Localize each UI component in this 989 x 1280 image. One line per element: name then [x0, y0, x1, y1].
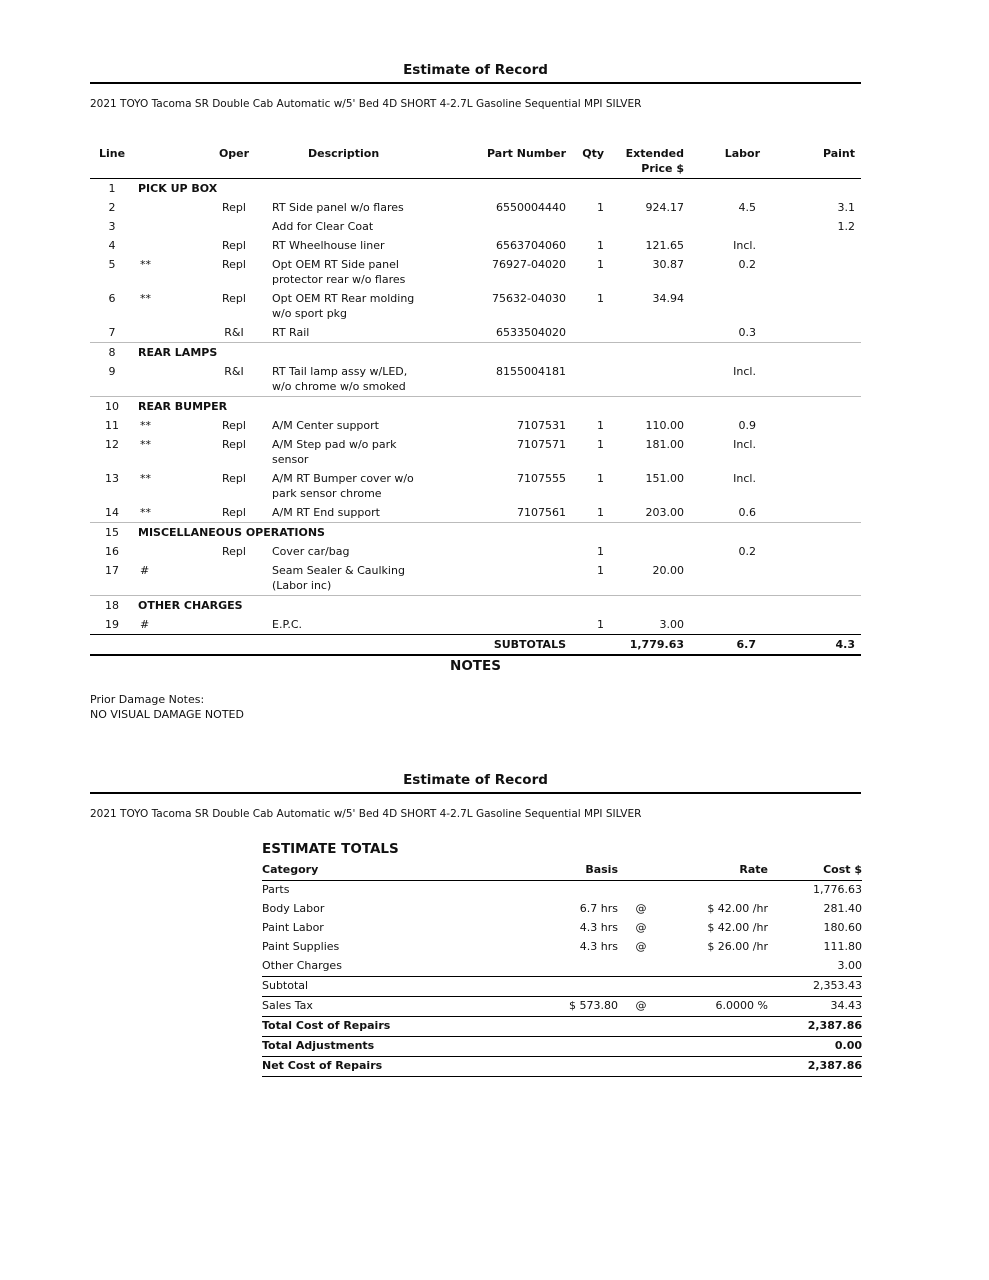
line-qty: 1 [597, 419, 604, 432]
line-oper: R&I [224, 365, 244, 378]
section-row [90, 397, 861, 417]
line-number: 6 [108, 292, 116, 305]
line-number: 15 [90, 523, 134, 543]
line-number: 8 [90, 343, 134, 363]
line-number: 1 [108, 182, 116, 195]
totals-cost: 1,776.63 [813, 883, 862, 896]
line-item-row [90, 561, 861, 596]
totals-cost: 34.43 [768, 997, 862, 1017]
totals-col-basis: Basis [512, 861, 618, 881]
totals-rate [664, 957, 768, 977]
line-flag: ** [140, 472, 151, 485]
line-item-row [90, 435, 861, 469]
line-description: RT Side panel w/o flares [272, 201, 404, 214]
totals-category: Other Charges [262, 959, 342, 972]
totals-basis: $ 573.80 [512, 997, 618, 1017]
line-description: RT Tail lamp assy w/LED, w/o chrome w/o smoked [272, 365, 408, 393]
table-header-row [90, 146, 861, 179]
line-flag: ** [140, 258, 151, 271]
line-number: 10 [90, 397, 134, 417]
line-part-number: 6550004440 [496, 201, 566, 214]
line-part-number [436, 615, 566, 635]
line-flag: ** [140, 419, 151, 432]
totals-at-sign: @ [618, 997, 664, 1017]
line-labor [684, 615, 770, 635]
line-item-row [90, 198, 861, 217]
totals-cost: 111.80 [823, 940, 862, 953]
totals-col-cost: Cost $ [768, 861, 862, 881]
totals-at-sign [618, 881, 664, 901]
line-labor: Incl. [733, 472, 756, 485]
line-part-number: 6563704060 [496, 239, 566, 252]
estimate-header-2 [90, 772, 861, 794]
line-extended-price: 203.00 [645, 506, 684, 519]
totals-category: Subtotal [262, 977, 512, 997]
line-qty: 1 [597, 438, 604, 451]
line-extended-price [604, 362, 684, 397]
line-extended-price: 151.00 [645, 472, 684, 485]
vehicle-description: 2021 TOYO Tacoma SR Double Cab Automatic w/5' Bed 4D SHORT 4-2.7L Gasoline Sequential MPI SILVER [90, 98, 642, 110]
line-flag: # [140, 564, 150, 577]
notes-text: NO VISUAL DAMAGE NOTED [90, 708, 244, 721]
totals-row [262, 919, 862, 938]
line-item-row [90, 236, 861, 255]
line-paint [770, 362, 861, 397]
line-qty: 1 [597, 506, 604, 519]
line-qty [566, 323, 604, 343]
line-part-number: 75632-04030 [492, 292, 566, 305]
line-description: A/M RT End support [272, 506, 380, 519]
section-title: OTHER CHARGES [134, 596, 861, 616]
line-labor: Incl. [733, 365, 756, 378]
line-oper: Repl [222, 506, 246, 519]
line-number: 16 [105, 545, 119, 558]
line-item-row [90, 217, 861, 236]
totals-cost: 2,387.86 [768, 1017, 862, 1037]
totals-basis: 6.7 hrs [579, 902, 618, 915]
line-paint [770, 469, 861, 503]
totals-at-sign: @ [635, 902, 647, 915]
section-row [90, 179, 861, 199]
line-paint [770, 561, 861, 596]
totals-basis [512, 977, 618, 997]
col-oper-header: Oper [218, 147, 250, 160]
line-paint [770, 416, 861, 435]
line-item-row [90, 416, 861, 435]
line-flag [134, 236, 216, 255]
totals-row [262, 997, 862, 1017]
line-extended-price: 121.65 [645, 239, 684, 252]
notes-heading: Prior Damage Notes: [90, 693, 205, 706]
totals-row [262, 1017, 862, 1037]
line-number: 4 [108, 239, 116, 252]
line-description: Opt OEM RT Rear molding w/o sport pkg [272, 292, 415, 320]
totals-cost: 3.00 [837, 959, 862, 972]
line-number: 3 [108, 220, 116, 233]
totals-basis: 4.3 hrs [579, 921, 618, 934]
line-number: 19 [105, 618, 119, 631]
line-item-row [90, 469, 861, 503]
totals-row [262, 881, 862, 901]
line-qty: 1 [597, 564, 604, 577]
line-part-number [436, 561, 566, 596]
line-qty: 1 [597, 258, 604, 271]
line-extended-price: 20.00 [652, 564, 684, 577]
totals-at-sign [618, 957, 664, 977]
line-number: 2 [108, 201, 116, 214]
totals-col-category: Category [262, 861, 512, 881]
page-title: Estimate of Record [90, 62, 861, 84]
line-item-row [90, 503, 861, 523]
totals-cost: 2,387.86 [768, 1057, 862, 1077]
line-flag [134, 542, 216, 561]
line-oper: Repl [222, 419, 246, 432]
line-part-number: 6533504020 [496, 326, 566, 339]
subtotals-label: SUBTOTALS [264, 635, 566, 656]
line-paint [770, 255, 861, 289]
totals-category: Sales Tax [262, 997, 512, 1017]
line-flag: ** [140, 438, 151, 451]
section-title: PICK UP BOX [138, 182, 218, 195]
totals-basis [512, 881, 618, 901]
estimate-totals-section [262, 841, 862, 1077]
section-title: MISCELLANEOUS OPERATIONS [134, 523, 861, 543]
line-extended-price: 924.17 [645, 201, 684, 214]
line-number: 11 [105, 419, 119, 432]
totals-row [262, 957, 862, 977]
col-description-header: Description [308, 147, 380, 160]
subtotal-price: 1,779.63 [604, 635, 684, 656]
totals-header-row [262, 861, 862, 881]
notes-title: NOTES [450, 658, 501, 674]
line-part-number: 7107531 [517, 419, 566, 432]
line-labor: Incl. [733, 438, 756, 451]
line-description: RT Rail [272, 326, 310, 339]
line-extended-price: 34.94 [652, 292, 684, 305]
section-row [90, 343, 861, 363]
line-labor: Incl. [733, 239, 756, 252]
line-qty: 1 [597, 292, 604, 305]
section-title: REAR BUMPER [134, 397, 861, 417]
totals-basis [512, 1037, 618, 1057]
line-paint [770, 289, 861, 323]
section-row [90, 596, 861, 616]
estimate-totals-title: ESTIMATE TOTALS [262, 841, 399, 857]
totals-row [262, 1037, 862, 1057]
line-paint [770, 615, 861, 635]
line-extended-price [604, 217, 684, 236]
totals-category: Total Adjustments [262, 1037, 512, 1057]
line-flag [134, 323, 216, 343]
line-qty [566, 362, 604, 397]
line-items-body [90, 179, 861, 656]
line-description: A/M Center support [272, 419, 379, 432]
line-oper: Repl [222, 438, 246, 451]
totals-at-sign [618, 977, 664, 997]
line-oper [216, 217, 252, 236]
line-oper [216, 561, 252, 596]
totals-category: Paint Labor [262, 921, 324, 934]
section-title: REAR LAMPS [134, 343, 861, 363]
line-item-row [90, 255, 861, 289]
totals-row [262, 977, 862, 997]
totals-category: Net Cost of Repairs [262, 1057, 512, 1077]
estimate-totals-table [262, 861, 862, 1077]
line-number: 12 [105, 438, 119, 451]
totals-cost: 2,353.43 [768, 977, 862, 997]
line-description: Seam Sealer & Caulking (Labor inc) [272, 564, 405, 592]
line-description: RT Wheelhouse liner [272, 239, 385, 252]
line-paint [770, 236, 861, 255]
line-oper [216, 615, 252, 635]
line-number: 5 [108, 258, 116, 271]
line-labor: 0.2 [738, 258, 756, 271]
line-flag [134, 217, 216, 236]
section-row [90, 523, 861, 543]
totals-cost: 281.40 [823, 902, 862, 915]
line-labor: 0.6 [738, 506, 756, 519]
line-qty: 1 [597, 618, 604, 631]
totals-rate [664, 977, 768, 997]
line-number: 7 [108, 326, 116, 339]
line-part-number: 76927-04020 [492, 258, 566, 271]
line-part-number [436, 217, 566, 236]
line-part-number: 8155004181 [496, 365, 566, 378]
line-oper: Repl [222, 472, 246, 485]
line-number: 17 [105, 564, 119, 577]
line-item-row [90, 542, 861, 561]
totals-cost: 180.60 [823, 921, 862, 934]
line-oper: R&I [224, 326, 244, 339]
line-labor: 0.3 [738, 326, 756, 339]
line-oper: Repl [222, 258, 246, 271]
line-item-row [90, 362, 861, 397]
totals-row [262, 938, 862, 957]
totals-row [262, 1057, 862, 1077]
line-flag: ** [140, 506, 151, 519]
totals-rate [664, 881, 768, 901]
line-labor [684, 289, 770, 323]
line-oper: Repl [222, 292, 246, 305]
line-paint [770, 503, 861, 523]
totals-at-sign: @ [635, 940, 647, 953]
totals-at-sign: @ [635, 921, 647, 934]
line-extended-price: 110.00 [645, 419, 684, 432]
col-extended-price-header: Extended Price $ [625, 147, 684, 175]
subtotals-row [90, 635, 861, 656]
totals-category: Body Labor [262, 902, 325, 915]
col-paint-header: Paint [822, 147, 855, 160]
line-flag: ** [140, 292, 151, 305]
estimate-totals-body [262, 881, 862, 1077]
totals-basis [512, 1057, 618, 1077]
totals-rate: $ 42.00 /hr [707, 902, 768, 915]
totals-rate: 6.0000 % [664, 997, 768, 1017]
totals-rate [664, 1057, 768, 1077]
line-qty: 1 [597, 545, 604, 558]
totals-at-sign [618, 1037, 664, 1057]
line-labor: 0.9 [738, 419, 756, 432]
line-part-number: 7107561 [517, 506, 566, 519]
col-line-header: Line [98, 147, 126, 160]
line-qty: 1 [597, 201, 604, 214]
totals-row [262, 900, 862, 919]
totals-col-rate: Rate [664, 861, 768, 881]
totals-basis [512, 1017, 618, 1037]
line-items-section [90, 146, 861, 656]
line-extended-price: 181.00 [645, 438, 684, 451]
totals-at-sign [618, 1057, 664, 1077]
line-number: 9 [108, 365, 116, 378]
line-part-number [436, 542, 566, 561]
line-description: E.P.C. [272, 618, 303, 631]
totals-basis: 4.3 hrs [579, 940, 618, 953]
totals-rate [664, 1017, 768, 1037]
subtotal-paint: 4.3 [770, 635, 861, 656]
line-extended-price: 3.00 [659, 618, 684, 631]
line-item-row [90, 615, 861, 635]
line-labor [684, 217, 770, 236]
line-qty: 1 [597, 472, 604, 485]
notes-block [90, 692, 861, 722]
line-flag [134, 362, 216, 397]
line-item-row [90, 323, 861, 343]
line-oper: Repl [222, 201, 246, 214]
line-description: Cover car/bag [272, 545, 350, 558]
line-part-number: 7107555 [517, 472, 566, 485]
line-item-row [90, 289, 861, 323]
line-paint [770, 323, 861, 343]
line-number: 13 [105, 472, 119, 485]
line-flag: # [140, 618, 150, 631]
line-paint [770, 435, 861, 469]
line-qty: 1 [597, 239, 604, 252]
totals-category: Total Cost of Repairs [262, 1017, 512, 1037]
line-oper: Repl [222, 239, 246, 252]
vehicle-description-2: 2021 TOYO Tacoma SR Double Cab Automatic w/5' Bed 4D SHORT 4-2.7L Gasoline Sequential MPI SILVER [90, 808, 642, 820]
line-description: Add for Clear Coat [272, 220, 374, 233]
line-extended-price [604, 542, 684, 561]
line-flag [134, 198, 216, 217]
line-extended-price [604, 323, 684, 343]
totals-basis [512, 957, 618, 977]
line-number: 18 [90, 596, 134, 616]
col-part-number-header: Part Number [487, 147, 566, 160]
col-labor-header: Labor [724, 147, 760, 160]
line-description: A/M Step pad w/o park sensor [272, 438, 397, 466]
subtotal-labor: 6.7 [684, 635, 770, 656]
totals-rate [664, 1037, 768, 1057]
line-labor: 4.5 [738, 201, 756, 214]
totals-cost: 0.00 [768, 1037, 862, 1057]
line-items-table [90, 146, 861, 656]
totals-at-sign [618, 1017, 664, 1037]
totals-category: Paint Supplies [262, 940, 340, 953]
line-qty [566, 217, 604, 236]
line-labor: 0.2 [738, 545, 756, 558]
line-paint: 1.2 [837, 220, 855, 233]
totals-rate: $ 42.00 /hr [707, 921, 768, 934]
line-labor [684, 561, 770, 596]
page-title-2: Estimate of Record [90, 772, 861, 794]
totals-rate: $ 26.00 /hr [707, 940, 768, 953]
estimate-header [90, 62, 861, 84]
line-oper: Repl [222, 545, 246, 558]
col-qty-header: Qty [582, 147, 604, 160]
line-paint [770, 542, 861, 561]
totals-category: Parts [262, 883, 290, 896]
line-description: A/M RT Bumper cover w/o park sensor chrome [272, 472, 414, 500]
line-description: Opt OEM RT Side panel protector rear w/o flares [272, 258, 406, 286]
line-extended-price: 30.87 [652, 258, 684, 271]
line-number: 14 [105, 506, 119, 519]
line-paint: 3.1 [837, 201, 855, 214]
line-part-number: 7107571 [517, 438, 566, 451]
